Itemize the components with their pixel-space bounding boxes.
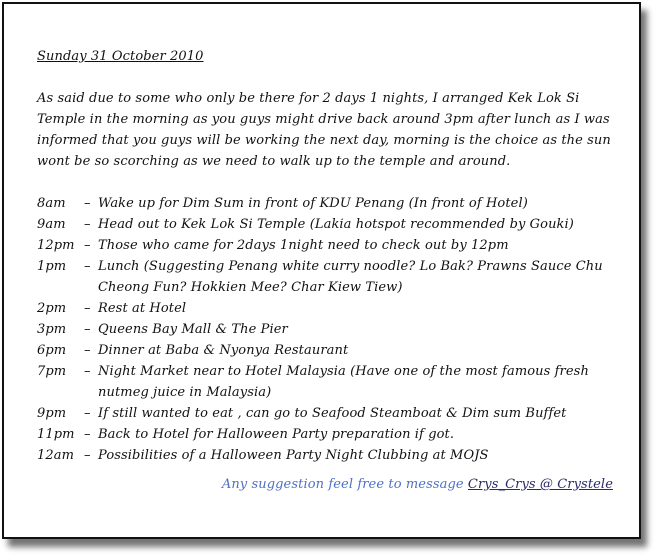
schedule-activity: Dinner at Baba & Nyonya Restaurant — [98, 343, 349, 358]
schedule-dash: – — [84, 343, 91, 358]
schedule-dash: – — [84, 322, 91, 337]
document-frame — [2, 2, 641, 539]
schedule-list — [37, 193, 617, 466]
footer-text: Any suggestion feel free to message — [221, 477, 468, 492]
schedule-row — [37, 298, 617, 319]
schedule-dash: – — [84, 217, 91, 232]
schedule-activity: Lunch (Suggesting Penang white curry noodle? Lo Bak? Prawns Sauce Chu Cheong Fun? Hokkien Mee? Char Kiew Tiew) — [98, 259, 603, 295]
schedule-dash: – — [84, 427, 91, 442]
schedule-time: 8am — [37, 196, 66, 211]
schedule-dash: – — [84, 301, 91, 316]
schedule-dash: – — [84, 196, 91, 211]
schedule-activity: Possibilities of a Halloween Party Night Clubbing at MOJS — [98, 448, 489, 463]
intro-paragraph: As said due to some who only be there for 2 days 1 nights, I arranged Kek Lok Si Temple in the morning as you guys might drive back around 3pm after lunch as I was informed that you guys will be working the next day, morning is the choice as the sun wont be so scorching as we need to walk up to the temple and around. — [37, 91, 611, 169]
schedule-row — [37, 445, 617, 466]
schedule-time: 12pm — [37, 238, 75, 253]
schedule-activity: If still wanted to eat , can go to Seafood Steamboat & Dim sum Buffet — [98, 406, 567, 421]
schedule-time: 6pm — [37, 343, 67, 358]
schedule-time: 9am — [37, 217, 66, 232]
contact-handle: Crys_Crys @ Crystele — [467, 477, 613, 492]
footer-note — [37, 474, 617, 495]
schedule-dash: – — [84, 406, 91, 421]
schedule-dash: – — [84, 364, 91, 379]
schedule-activity: Rest at Hotel — [98, 301, 187, 316]
schedule-time: 3pm — [37, 322, 67, 337]
schedule-time: 1pm — [37, 259, 67, 274]
schedule-activity: Back to Hotel for Halloween Party preparation if got. — [98, 427, 455, 442]
schedule-activity: Night Market near to Hotel Malaysia (Have one of the most famous fresh nutmeg juice in Malaysia) — [98, 364, 589, 400]
schedule-time: 11pm — [37, 427, 75, 442]
schedule-row — [37, 319, 617, 340]
schedule-activity: Those who came for 2days 1night need to check out by 12pm — [98, 238, 509, 253]
schedule-activity: Queens Bay Mall & The Pier — [98, 322, 288, 337]
schedule-activity: Head out to Kek Lok Si Temple (Lakia hotspot recommended by Gouki) — [98, 217, 574, 232]
schedule-row — [37, 235, 617, 256]
schedule-dash: – — [84, 448, 91, 463]
schedule-time: 2pm — [37, 301, 67, 316]
date-heading: Sunday 31 October 2010 — [37, 49, 204, 64]
schedule-dash: – — [84, 238, 91, 253]
schedule-row — [37, 403, 617, 424]
document-content — [37, 46, 617, 495]
schedule-row — [37, 214, 617, 235]
schedule-row — [37, 424, 617, 445]
schedule-row — [37, 256, 617, 298]
schedule-time: 12am — [37, 448, 75, 463]
schedule-row — [37, 361, 617, 403]
schedule-time: 7pm — [37, 364, 67, 379]
schedule-activity: Wake up for Dim Sum in front of KDU Penang (In front of Hotel) — [98, 196, 528, 211]
schedule-row — [37, 340, 617, 361]
schedule-dash: – — [84, 259, 91, 274]
schedule-row — [37, 193, 617, 214]
schedule-time: 9pm — [37, 406, 67, 421]
